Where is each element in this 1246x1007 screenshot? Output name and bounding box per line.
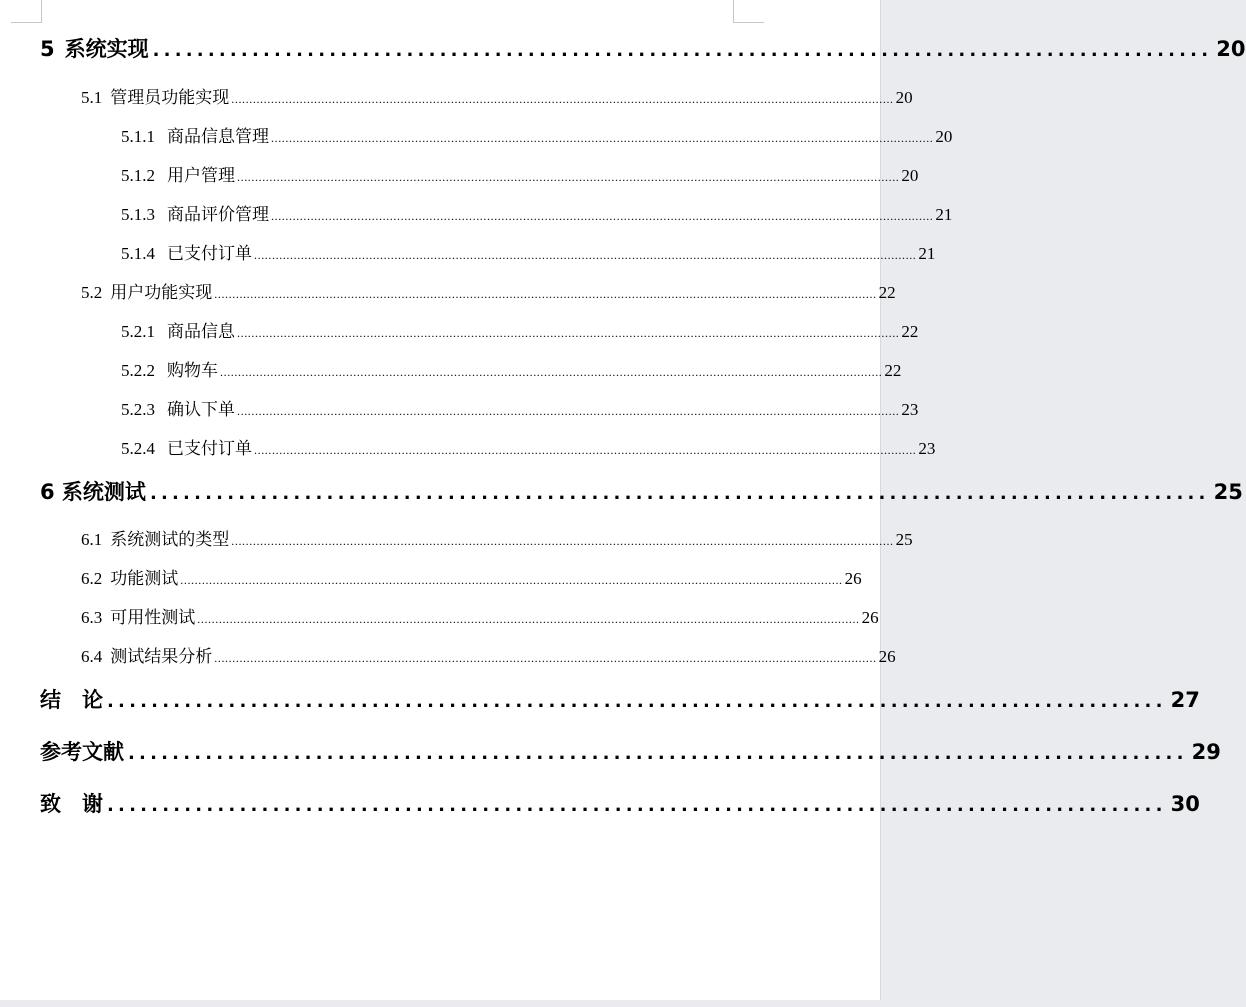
toc-entry-number: 5.1.3 xyxy=(121,205,155,224)
toc-entry-5-2-3[interactable] xyxy=(121,395,919,421)
toc-dot-leader: ........................................................................................................................................................................................ xyxy=(271,209,934,223)
toc-entry-title: 购物车 xyxy=(167,361,218,380)
toc-entry-title: 测试结果分析 xyxy=(110,647,213,666)
toc-entry-number: 5.2.4 xyxy=(121,439,155,458)
toc-entry-title: 可用性测试 xyxy=(110,608,196,627)
toc-entry-title: 商品评价管理 xyxy=(167,205,269,224)
toc-entry-page: 21 xyxy=(935,205,953,224)
page-gap xyxy=(0,1000,890,1007)
toc-dot-leader: ........................................................................................................................................................................................ xyxy=(231,92,894,106)
toc-dot-leader: ................................................................................................ xyxy=(128,743,1188,764)
toc-entry-page: 20 xyxy=(935,127,953,146)
toc-dot-leader: ........................................................................................................................................................................................ xyxy=(237,326,900,340)
toc-entry-title: 参考文献 xyxy=(40,740,124,764)
toc-entry-title: 致 谢 xyxy=(40,792,103,816)
toc-entry-title: 结 论 xyxy=(40,688,103,712)
toc-entry-title: 商品信息 xyxy=(167,322,235,341)
toc-entry-chapter-5[interactable] xyxy=(40,33,1246,63)
toc-entry-page: 22 xyxy=(901,322,919,341)
toc-entry-chapter-6[interactable] xyxy=(40,476,1243,506)
toc-entry-5-2-1[interactable] xyxy=(121,317,919,343)
toc-dot-leader: ........................................................................................................................................................................................ xyxy=(197,612,860,626)
toc-dot-leader: ........................................................................................................................................................................................ xyxy=(237,404,900,418)
toc-entry-6-1[interactable] xyxy=(81,525,913,551)
toc-entry-page: 23 xyxy=(918,439,936,458)
toc-entry-5-2-2[interactable] xyxy=(121,356,902,382)
toc-dot-leader: ................................................................................................ xyxy=(152,40,1213,61)
toc-entry-number: 6.4 xyxy=(81,647,103,666)
toc-entry-number: 5.1.2 xyxy=(121,166,155,185)
toc-entry-number: 6.3 xyxy=(81,608,103,627)
toc-entry-page: 20 xyxy=(895,88,913,107)
toc-entry-5-1-2[interactable] xyxy=(121,161,919,187)
toc-entry-page: 21 xyxy=(918,244,936,263)
toc-dot-leader: ........................................................................................................................................................................................ xyxy=(254,443,917,457)
toc-entry-5-1[interactable] xyxy=(81,83,913,109)
toc-entry-title: 确认下单 xyxy=(167,400,235,419)
toc-entry-6-2[interactable] xyxy=(81,564,862,590)
toc-entry-number: 5.1.4 xyxy=(121,244,155,263)
toc-entry-title: 系统测试的类型 xyxy=(110,530,230,549)
toc-dot-leader: ........................................................................................................................................................................................ xyxy=(237,170,900,184)
toc-entry-number: 5.2.1 xyxy=(121,322,155,341)
toc-dot-leader: ................................................................................................ xyxy=(107,795,1167,816)
toc-entry-page: 23 xyxy=(901,400,919,419)
toc-entry-page: 25 xyxy=(895,530,913,549)
toc-dot-leader: ........................................................................................................................................................................................ xyxy=(180,573,843,587)
toc-dot-leader: ........................................................................................................................................................................................ xyxy=(214,651,877,665)
toc-entry-5-1-3[interactable] xyxy=(121,200,953,226)
toc-dot-leader: ........................................................................................................................................................................................ xyxy=(254,248,917,262)
toc-entry-conclusion[interactable] xyxy=(40,684,1200,714)
toc-entry-6-3[interactable] xyxy=(81,603,879,629)
toc-entry-page: 20 xyxy=(1216,37,1246,61)
toc-entry-5-2[interactable] xyxy=(81,278,896,304)
toc-entry-number: 5.1.1 xyxy=(121,127,155,146)
toc-dot-leader: ................................................................................................ xyxy=(107,691,1167,712)
toc-entry-number: 5.1 xyxy=(81,88,103,107)
page-corner-mark-top-left xyxy=(11,0,42,23)
toc-dot-leader: ........................................................................................................................................................................................ xyxy=(271,131,934,145)
toc-entry-5-2-4[interactable] xyxy=(121,434,936,460)
toc-entry-5-1-1[interactable] xyxy=(121,122,953,148)
toc-entry-title: 管理员功能实现 xyxy=(110,88,230,107)
toc-entry-title: 功能测试 xyxy=(110,569,179,588)
toc-entry-page: 20 xyxy=(901,166,919,185)
toc-dot-leader: ........................................................................................................................................................................................ xyxy=(214,287,877,301)
toc-entry-number: 5.2 xyxy=(81,283,103,302)
page-corner-mark-top-right xyxy=(733,0,764,23)
toc-entry-page: 22 xyxy=(884,361,902,380)
toc-entry-page: 27 xyxy=(1170,688,1200,712)
toc-entry-title: 6 系统测试 xyxy=(40,480,146,504)
toc-entry-title: 系统实现 xyxy=(64,37,149,61)
toc-entry-page: 29 xyxy=(1191,740,1221,764)
toc-entry-page: 30 xyxy=(1170,792,1200,816)
toc-dot-leader: ................................................................................................ xyxy=(149,483,1210,504)
toc-entry-page: 25 xyxy=(1213,480,1243,504)
toc-entry-title: 用户功能实现 xyxy=(110,283,213,302)
toc-entry-number: 5.2.3 xyxy=(121,400,155,419)
toc-entry-references[interactable] xyxy=(40,736,1221,766)
toc-entry-page: 26 xyxy=(861,608,879,627)
toc-entry-title: 已支付订单 xyxy=(167,439,252,458)
toc-entry-page: 26 xyxy=(878,647,896,666)
toc-entry-number: 5.2.2 xyxy=(121,361,155,380)
toc-entry-page: 22 xyxy=(878,283,896,302)
toc-entry-acknowledgements[interactable] xyxy=(40,788,1200,818)
toc-entry-title: 商品信息管理 xyxy=(167,127,269,146)
toc-entry-5-1-4[interactable] xyxy=(121,239,936,265)
toc-dot-leader: ........................................................................................................................................................................................ xyxy=(231,534,894,548)
toc-entry-title: 已支付订单 xyxy=(167,244,252,263)
toc-entry-number: 6.2 xyxy=(81,569,103,588)
toc-dot-leader: ........................................................................................................................................................................................ xyxy=(220,365,883,379)
toc-entry-page: 26 xyxy=(844,569,862,588)
toc-entry-number: 6.1 xyxy=(81,530,103,549)
toc-entry-6-4[interactable] xyxy=(81,642,896,668)
toc-entry-number: 5 xyxy=(40,37,55,61)
toc-entry-title: 用户管理 xyxy=(167,166,235,185)
